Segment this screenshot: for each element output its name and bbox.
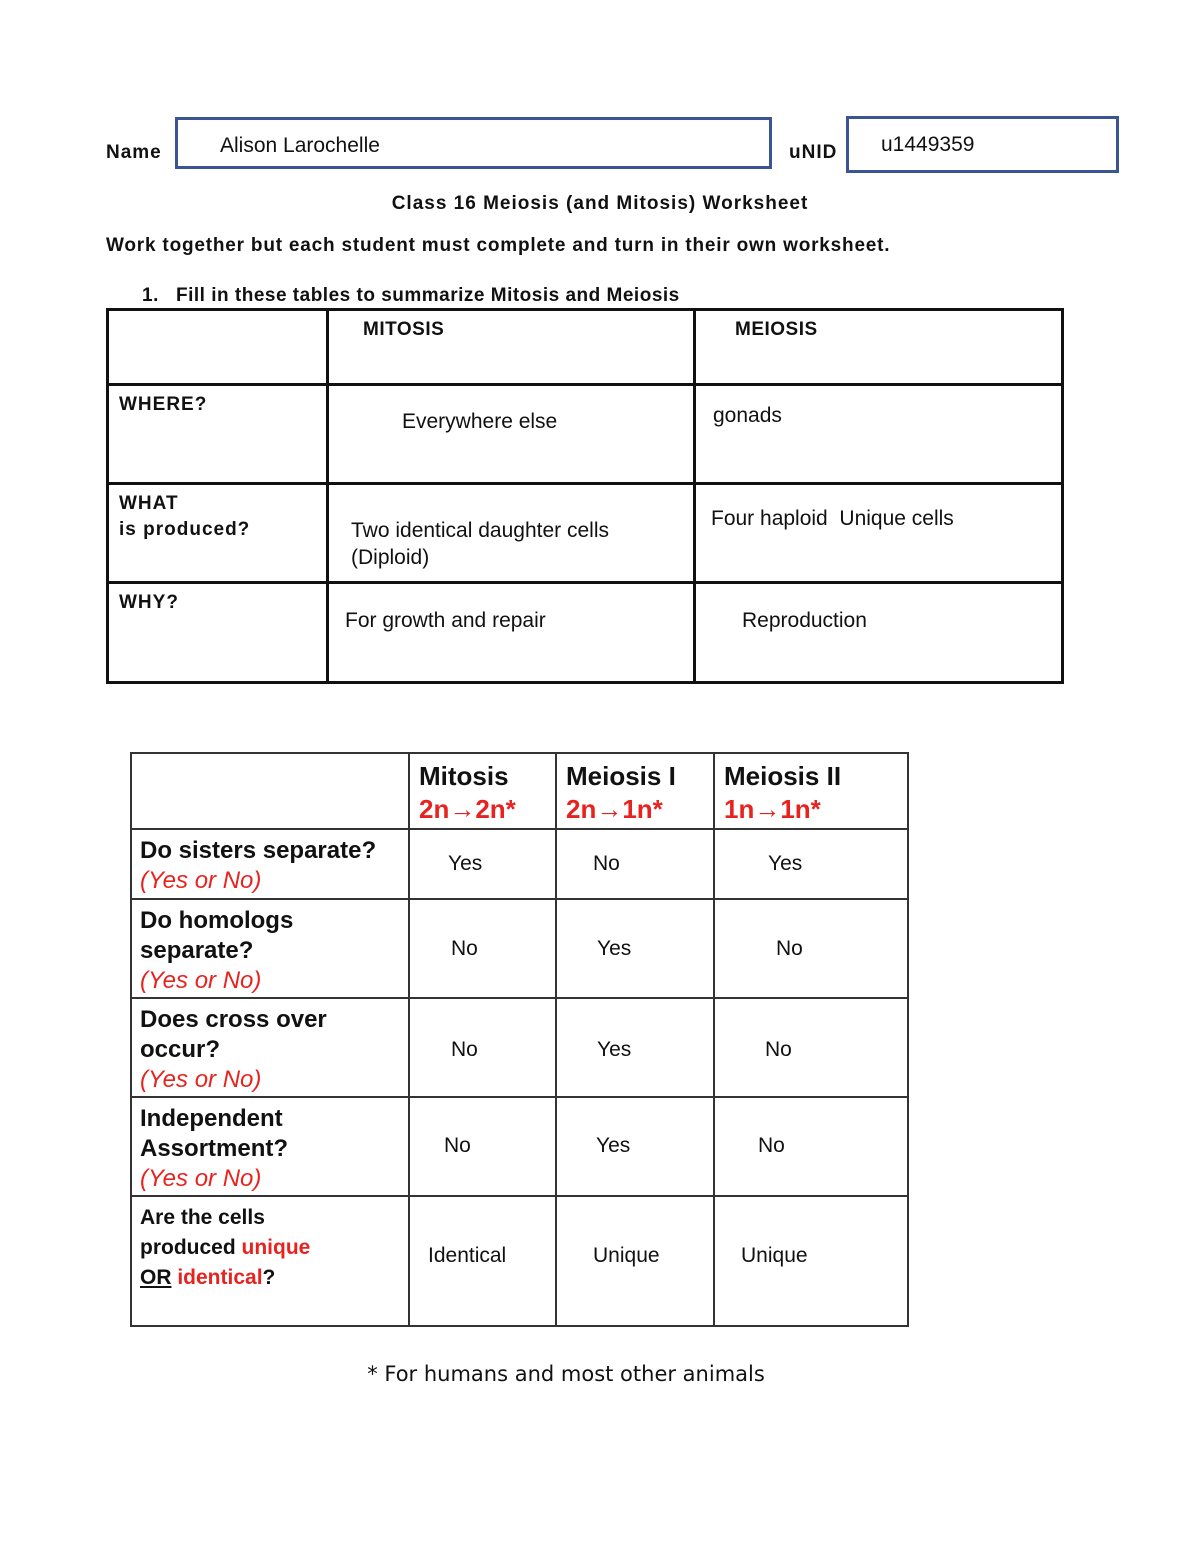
- where-mitosis-cell[interactable]: [328, 385, 695, 484]
- answer-cell[interactable]: No: [556, 829, 714, 899]
- question-sisters-separate: Do sisters separate? (Yes or No): [131, 829, 409, 899]
- where-meiosis-cell[interactable]: [695, 385, 1063, 484]
- what-meiosis-answer: Four haploid Unique cells: [711, 507, 954, 530]
- answer-cell[interactable]: Yes: [556, 1097, 714, 1196]
- question-1: [142, 285, 680, 307]
- col-header-mitosis: MITOSIS: [363, 319, 445, 340]
- answer-cell[interactable]: No: [714, 1097, 908, 1196]
- row-label-what: WHAT is produced?: [108, 484, 328, 583]
- table-row: [131, 1196, 908, 1326]
- table2-corner-cell: [131, 753, 409, 829]
- answer-cell[interactable]: No: [714, 998, 908, 1097]
- where-mitosis-answer: Everywhere else: [402, 410, 558, 433]
- answer-cell[interactable]: No: [409, 1097, 556, 1196]
- col-header-meiosis: MEIOSIS: [735, 319, 818, 340]
- table1-corner-cell: [108, 310, 328, 385]
- why-meiosis-cell[interactable]: [695, 583, 1063, 683]
- question-1-number: 1.: [142, 285, 159, 306]
- table-row: [108, 583, 1063, 683]
- worksheet-title: Class 16 Meiosis (and Mitosis) Worksheet: [391, 193, 809, 214]
- mitosis-meiosis-summary-table: [106, 308, 1064, 684]
- unid-label: uNID: [789, 142, 838, 163]
- instructions: Work together but each student must complete and turn in their own worksheet.: [106, 235, 891, 256]
- answer-cell[interactable]: Yes: [714, 829, 908, 899]
- row-label-where: WHERE?: [108, 385, 328, 484]
- answer-cell[interactable]: Unique: [714, 1196, 908, 1326]
- question-independent-assortment: Independent Assortment? (Yes or No): [131, 1097, 409, 1196]
- table2-header-row: [131, 753, 908, 829]
- table-row: [131, 998, 908, 1097]
- table1-header-row: [108, 310, 1063, 385]
- footnote: * For humans and most other animals: [367, 1362, 765, 1386]
- table1-col-meiosis: [695, 310, 1063, 385]
- why-mitosis-cell[interactable]: [328, 583, 695, 683]
- why-meiosis-answer: Reproduction: [742, 609, 867, 632]
- table-row: [108, 484, 1063, 583]
- answer-cell[interactable]: Yes: [556, 998, 714, 1097]
- unid-field[interactable]: [846, 116, 1119, 173]
- name-field[interactable]: [175, 117, 772, 169]
- question-1-text: Fill in these tables to summarize Mitosis and Meiosis: [176, 285, 680, 306]
- division-phases-table: [130, 752, 909, 1327]
- answer-cell[interactable]: Yes: [556, 899, 714, 998]
- table-row: [131, 1097, 908, 1196]
- table-row: [108, 385, 1063, 484]
- what-meiosis-cell[interactable]: [695, 484, 1063, 583]
- table1-col-mitosis: [328, 310, 695, 385]
- name-label: Name: [106, 142, 162, 163]
- answer-cell[interactable]: Yes: [409, 829, 556, 899]
- answer-cell[interactable]: Unique: [556, 1196, 714, 1326]
- answer-cell[interactable]: No: [409, 998, 556, 1097]
- what-mitosis-answer: Two identical daughter cells (Diploid): [351, 519, 609, 569]
- unid-value: u1449359: [881, 133, 975, 156]
- why-mitosis-answer: For growth and repair: [345, 609, 546, 632]
- table-row: [131, 899, 908, 998]
- what-mitosis-cell[interactable]: [328, 484, 695, 583]
- table2-col-mitosis: Mitosis 2n→2n*: [409, 753, 556, 829]
- answer-cell[interactable]: No: [714, 899, 908, 998]
- question-homologs-separate: Do homologs separate? (Yes or No): [131, 899, 409, 998]
- where-meiosis-answer: gonads: [713, 404, 782, 427]
- table2-col-meiosis-i: Meiosis I 2n→1n*: [556, 753, 714, 829]
- row-label-why: WHY?: [108, 583, 328, 683]
- answer-cell[interactable]: Identical: [409, 1196, 556, 1326]
- table-row: [131, 829, 908, 899]
- answer-cell[interactable]: No: [409, 899, 556, 998]
- table2-col-meiosis-ii: Meiosis II 1n→1n*: [714, 753, 908, 829]
- question-unique-or-identical: Are the cells produced unique OR identical?: [131, 1196, 409, 1326]
- question-cross-over: Does cross over occur? (Yes or No): [131, 998, 409, 1097]
- name-value: Alison Larochelle: [220, 134, 380, 157]
